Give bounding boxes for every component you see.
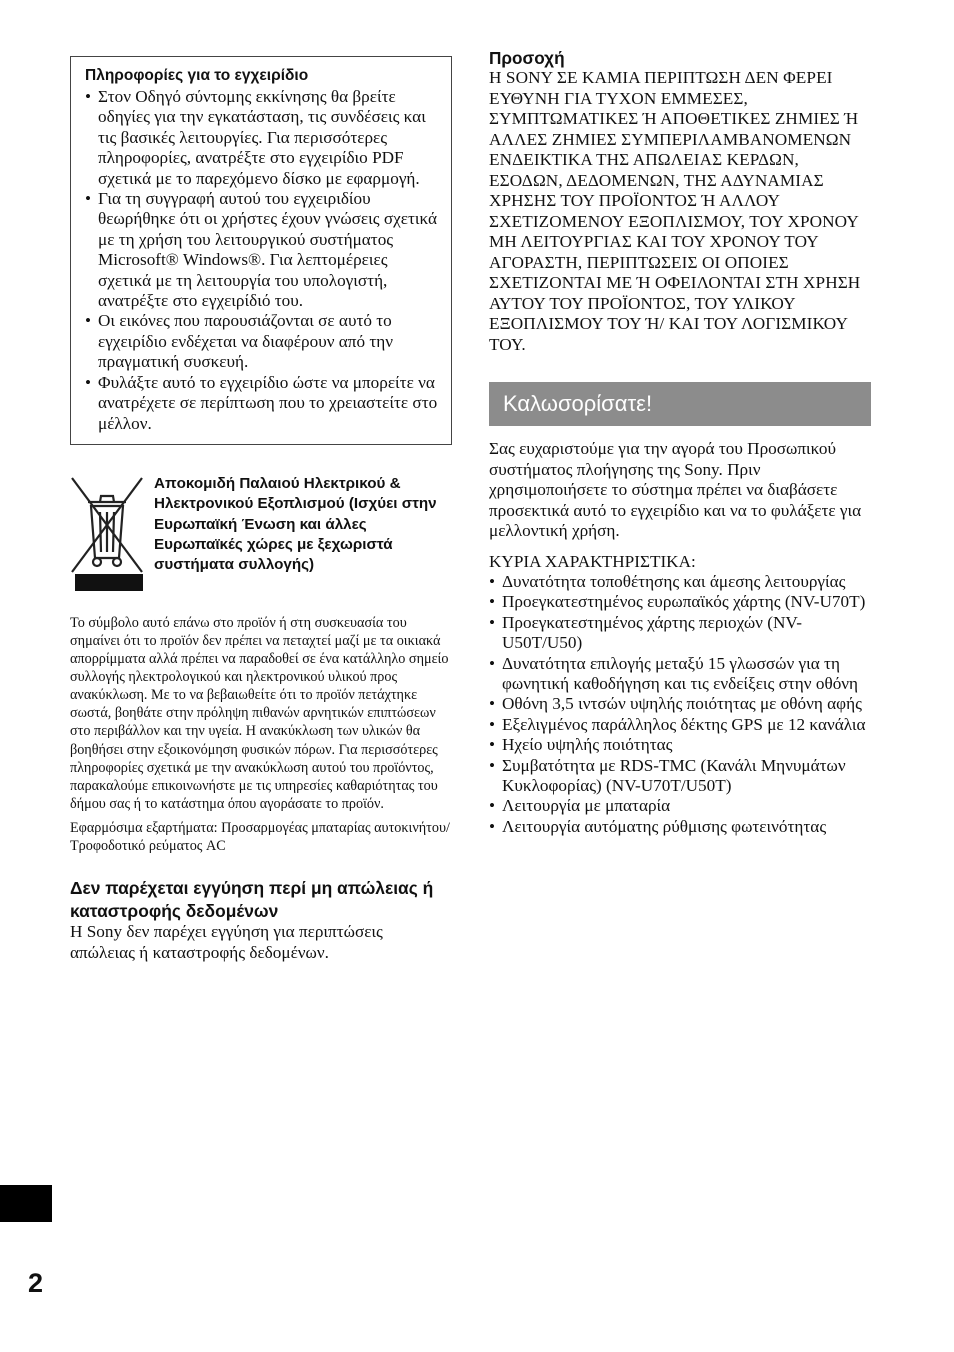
list-item: • Προεγκατεστημένος ευρωπαϊκός χάρτης (NV-U70T) bbox=[489, 592, 871, 612]
info-box-list bbox=[85, 87, 441, 434]
info-box-title: Πληροφορίες για το εγχειρίδιο bbox=[85, 67, 309, 84]
list-item: • Λειτουργία αυτόματης ρύθμισης φωτεινότητας bbox=[489, 817, 871, 837]
list-item: • Ηχείο υψηλής ποιότητας bbox=[489, 735, 871, 755]
manual-info-box bbox=[70, 56, 452, 445]
list-item: • Στον Οδηγό σύντομης εκκίνησης θα βρείτε οδηγίες για την εγκατάσταση, τις συνδέσεις και τις βασικές λειτουργίες. Για περισσότερες πληροφορίες, ανατρέξτε στο εγχειρίδιο PDF σχετικά με το παρεχόμενο δίσκο με εφαρμογή. bbox=[85, 87, 441, 189]
warranty-title: Δεν παρέχεται εγγύηση περί μη απώλειας ή καταστροφής δεδομένων bbox=[70, 878, 434, 921]
crossed-out-wheelie-bin-icon bbox=[70, 476, 144, 592]
weee-title: Απoκομιδή Παλαιού Ηλεκτρικού & Ηλεκτρονικού Εξοπλισμού (Ισχύει στην Ευρωπαϊκή Ένωση και άλλες Ευρωπαϊκές χώρες με ξεχωριστά συστήματα συλλογής) bbox=[154, 474, 437, 574]
list-item: • Φυλάξτε αυτό το εγχειρίδιο ώστε να μπορείτε να ανατρέχετε σε περίπτωση που το χρειαστείτε στο μέλλον. bbox=[85, 373, 441, 434]
welcome-intro: Σας ευχαριστούμε για την αγορά του Προσωπικού συστήματος πλοήγησης της Sony. Πριν χρησιμοποιήσετε το σύστημα πρέπει να διαβάσετε προσεκτικά αυτό το εγχειρίδιο και να το φυλάξετε για μελλοντική χρήση. bbox=[489, 439, 862, 540]
language-tab-marker bbox=[0, 1185, 52, 1222]
list-item: • Δυνατότητα επιλογής μεταξύ 15 γλωσσών για τη φωνητική καθοδήγηση και τις ενδείξεις στην οθόνη bbox=[489, 654, 871, 695]
caution-title: Προσοχή bbox=[489, 48, 565, 68]
list-item: • Προεγκατεστημένος χάρτης περιοχών (NV-U50T/U50) bbox=[489, 613, 871, 654]
caution-body: Η SONY ΣΕ ΚΑΜΙΑ ΠΕΡΙΠΤΩΣΗ ΔΕΝ ΦΕΡΕΙ ΕΥΘΥΝΗ ΓΙΑ ΤΥΧΟΝ ΕΜΜΕΣΕΣ, ΣΥΜΠΤΩΜΑΤΙΚΕΣ Ή ΑΠΟΘΕΤΙΚΕΣ ΖΗΜΙΕΣ Ή ΑΛΛΕΣ ΖΗΜΙΕΣ ΣΥΜΠΕΡΙΛΑΜΒΑΝΟΜΕΝΩΝ ΕΝΔΕΙΚΤΙΚΑ ΤΗΣ ΑΠΩΛΕΙΑΣ ΚΕΡΔΩΝ, ΕΣΟΔΩΝ, ΔΕΔΟΜΕΝΩΝ, ΤΗΣ ΑΔΥΝΑΜΙΑΣ ΧΡΗΣΗΣ ΤΟΥ ΠΡΟΪΟΝΤΟΣ Ή ΑΛΛΟΥ ΣΧΕΤΙΖΟΜΕΝΟΥ ΕΞΟΠΛΙΣΜΟΥ, ΤΟΥ ΧΡΟΝΟΥ ΜΗ ΛΕΙΤΟΥΡΓΙΑΣ ΚΑΙ ΤΟΥ ΧΡΟΝΟΥ ΤΟΥ ΑΓΟΡΑΣΤΗ, ΠΕΡΙΠΤΩΣΕΙΣ ΟΙ ΟΠΟΙΕΣ ΣΧΕΤΙΖΟΝΤΑΙ ΜΕ Ή ΟΦΕΙΛΟΝΤΑΙ ΣΤΗ ΧΡΗΣΗ ΑΥΤΟΥ ΤΟΥ ΠΡΟΪΟΝΤΟΣ, ΤΟΥ ΥΛΙΚΟΥ ΕΞΟΠΛΙΣΜΟΥ ΤΟΥ Ή/ ΚΑΙ ΤΟΥ ΛΟΓΙΣΜΙΚΟΥ ΤΟΥ. bbox=[489, 68, 861, 354]
warranty-body: Η Sony δεν παρέχει εγγύηση για περιπτώσεις απώλειας ή καταστροφής δεδομένων. bbox=[70, 922, 383, 962]
weee-body: Το σύμβολο αυτό επάνω στο προϊόν ή στη συσκευασία του σημαίνει ότι το προϊόν δεν πρέπει να πεταχτεί μαζί με τα οικιακά απορρίμματα αλλά πρέπει να παραδοθεί σε ένα κατάλληλο σημείο συλλογής ηλεκτρολογικού και ηλεκτρονικού υλικού προς ανακύκλωση. Με το να βεβαιωθείτε ότι το προϊόν πετάχτηκε σωστά, βοηθάτε στην πρόληψη πιθανών αρνητικών επιπτώσεων στο περιβάλλον και την υγεία. Η ανακύκλωση των υλικών θα βοηθήσει στην εξοικονόμηση φυσικών πόρων. Για περισσότερες πληροφορίες σχετικά με την ανακύκλωση αυτού του προϊόντος, παρακαλούμε επικοινωνήστε με τις υπηρεσίες καθαριότητας του δήμου σας ή το κατάστημα όπου αγοράσατε το προϊόν. bbox=[70, 614, 449, 812]
left-column bbox=[70, 56, 452, 963]
list-item: • Εξελιγμένος παράλληλος δέκτης GPS με 12 κανάλια bbox=[489, 715, 871, 735]
page-number: 2 bbox=[28, 1268, 44, 1298]
weee-accessories: Εφαρμόσιμα εξαρτήματα: Προσαρμογέας μπαταρίας αυτοκινήτου/Τροφοδοτικό ρεύματος AC bbox=[70, 819, 450, 855]
welcome-heading-bar bbox=[489, 382, 871, 426]
weee-section bbox=[70, 474, 452, 614]
list-item: • Για τη συγγραφή αυτού του εγχειριδίου θεωρήθηκε ότι οι χρήστες έχουν γνώσεις σχετικά με τη χρήση του λειτουργικού συστήματος Microsoft® Windows®. Για λεπτομέρειες σχετικά με τη λειτουργία του υπολογιστή, ανατρέξτε στο εγχειρίδιό του. bbox=[85, 189, 441, 311]
features-list bbox=[489, 572, 871, 837]
list-item: • Οθόνη 3,5 ιντσών υψηλής ποιότητας με οθόνη αφής bbox=[489, 694, 871, 714]
list-item: • Λειτουργία με μπαταρία bbox=[489, 796, 871, 816]
list-item: • Συμβατότητα με RDS-TMC (Κανάλι Μηνυμάτων Κυκλοφορίας) (NV-U70T/U50T) bbox=[489, 756, 871, 797]
list-item: • Δυνατότητα τοποθέτησης και άμεσης λειτουργίας bbox=[489, 572, 871, 592]
features-title: ΚΥΡΙΑ ΧΑΡΑΚΤΗΡΙΣΤΙΚΑ: bbox=[489, 551, 696, 571]
welcome-heading: Καλωσορίσατε! bbox=[503, 391, 653, 416]
list-item: • Οι εικόνες που παρουσιάζονται σε αυτό το εγχειρίδιο ενδέχεται να διαφέρουν από την πραγματική συσκευή. bbox=[85, 311, 441, 372]
right-column bbox=[489, 48, 871, 837]
